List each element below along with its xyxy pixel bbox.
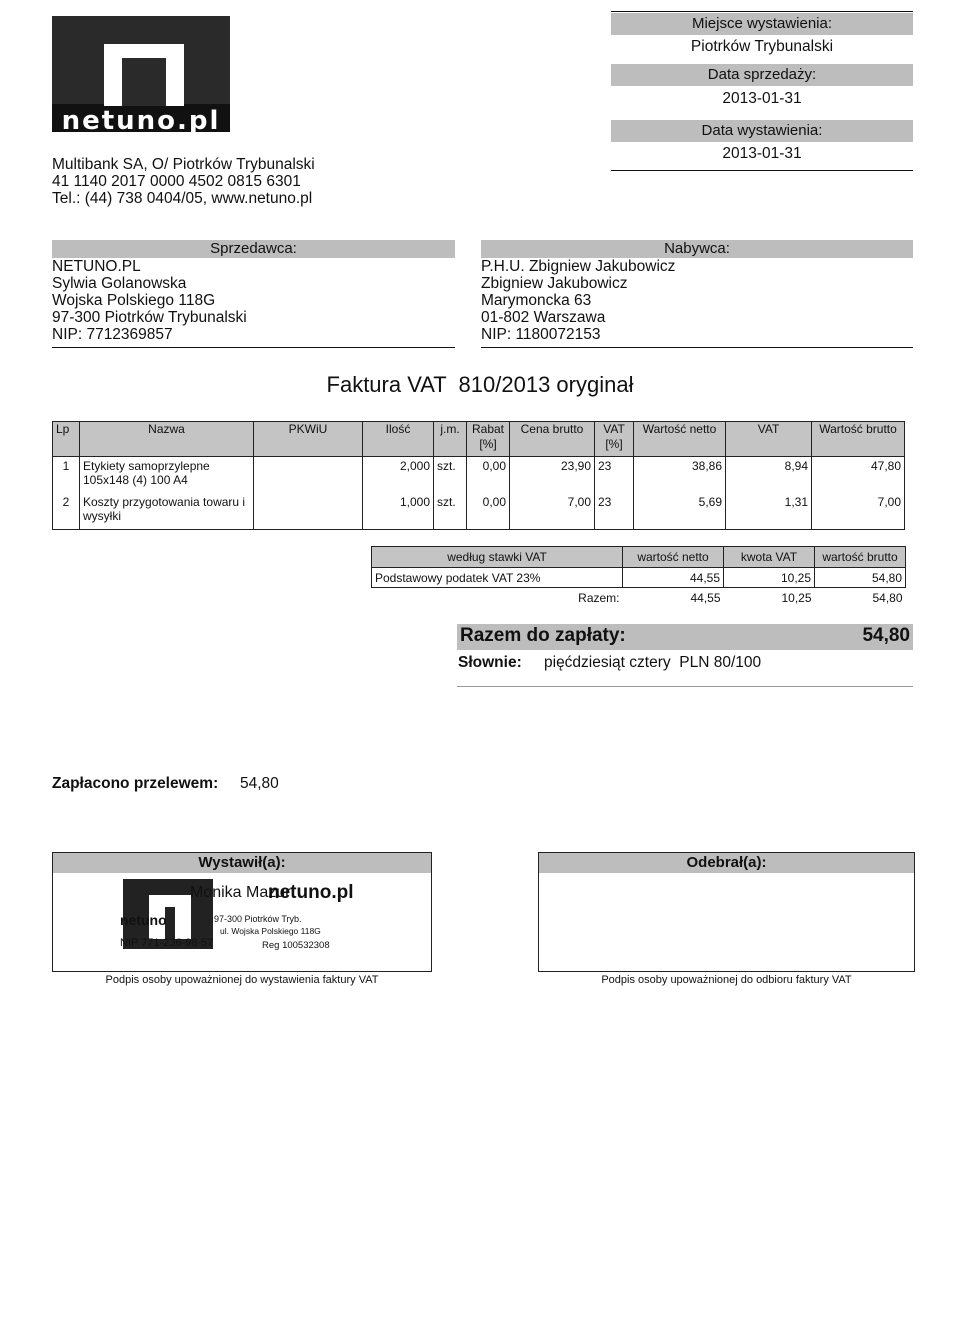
bank-account: 41 1140 2017 0000 4502 0815 6301 [52, 173, 301, 190]
cell-lp: 2 [53, 493, 80, 530]
cell-wartosc-brutto: 47,80 [812, 457, 905, 494]
to-pay-rule [457, 686, 913, 687]
col-pkwiu: PKWiU [254, 422, 363, 457]
seller-line: NETUNO.PL [52, 258, 141, 275]
sum-total-vat: 10,25 [781, 590, 812, 605]
table-row [53, 457, 905, 494]
cell-cena-brutto: 7,00 [510, 493, 595, 530]
buyer-rule [481, 347, 913, 348]
cell-ilosc: 2,000 [363, 457, 434, 494]
sum-col-netto: wartość netto [623, 547, 724, 568]
col-cena-brutto: Cena brutto [510, 422, 595, 457]
issuer-caption: Podpis osoby upoważnionej do wystawienia faktury VAT [105, 974, 379, 986]
cell-wartosc-brutto: 7,00 [812, 493, 905, 530]
place-label: Miejsce wystawienia: [611, 13, 913, 35]
col-rabat: Rabat [%] [467, 422, 510, 457]
sum-netto: 44,55 [623, 568, 724, 588]
stamp-brand: netuno.pl [268, 882, 354, 903]
sale-date-label: Data sprzedaży: [611, 64, 913, 86]
items-table [52, 421, 905, 530]
bank-line: Multibank SA, O/ Piotrków Trybunalski [52, 156, 315, 173]
col-vat-pct: VAT [%] [595, 422, 634, 457]
buyer-line: NIP: 1180072153 [481, 326, 601, 343]
stamp-address-2: ul. Wojska Polskiego 118G [220, 926, 321, 936]
place-value: Piotrków Trybunalski [690, 38, 834, 55]
seller-line: 97-300 Piotrków Trybunalski [52, 309, 247, 326]
col-ilosc: Ilość [363, 422, 434, 457]
seller-line: Wojska Polskiego 118G [52, 292, 216, 309]
seller-header [52, 240, 455, 258]
receiver-label: Odebrał(a): [539, 853, 914, 873]
buyer-block [481, 258, 675, 343]
cell-wartosc-netto: 5,69 [634, 493, 726, 530]
cell-nazwa: Etykiety samoprzylepne 105x148 (4) 100 A4 [80, 457, 254, 494]
seller-line: Sylwia Golanowska [52, 275, 187, 292]
buyer-header: Nabywca: [481, 240, 913, 258]
cell-rabat: 0,00 [467, 493, 510, 530]
sum-col-rate: według stawki VAT [372, 547, 623, 568]
issuer-name: Monika Mazur [190, 884, 291, 901]
sum-brutto: 54,80 [815, 568, 906, 588]
payment-amount: 54,80 [240, 775, 279, 792]
cell-cena-brutto: 23,90 [510, 457, 595, 494]
issue-date-value: 2013-01-31 [722, 145, 802, 162]
summary-total-row [372, 588, 906, 608]
buyer-line: 01-802 Warszawa [481, 309, 606, 326]
col-nazwa: Nazwa [80, 422, 254, 457]
sum-col-brutto: wartość brutto [815, 547, 906, 568]
sum-total-netto: 44,55 [690, 590, 721, 605]
vat-summary-table [371, 546, 906, 607]
summary-header-row [372, 547, 906, 568]
sum-total-brutto: 54,80 [872, 590, 903, 605]
col-vat: VAT [726, 422, 812, 457]
cell-wartosc-netto: 38,86 [634, 457, 726, 494]
stamp-address-1: 97-300 Piotrków Tryb. [214, 914, 302, 924]
sum-col-vat: kwota VAT [724, 547, 815, 568]
bank-info [52, 156, 315, 207]
to-pay-label: Razem do zapłaty: [460, 625, 626, 646]
seller-rule [52, 347, 455, 348]
issuer-label: Wystawił(a): [53, 853, 431, 873]
stamp-reg: Reg 100532308 [262, 940, 330, 951]
amount-words-value: pięćdziesiąt cztery PLN 80/100 [544, 654, 762, 671]
buyer-line: Marymoncka 63 [481, 292, 592, 309]
cell-ilosc: 1,000 [363, 493, 434, 530]
meta-top-rule [611, 11, 913, 12]
seller-label: Sprzedawca: [210, 240, 297, 257]
sum-total-label: Razem: [578, 590, 620, 605]
cell-rabat: 0,00 [467, 457, 510, 494]
payment-method-label: Zapłacono przelewem: [52, 775, 219, 792]
invoice-title: Faktura VAT 810/2013 oryginał [326, 372, 634, 397]
receiver-caption: Podpis osoby upoważnionej do odbioru faktury VAT [601, 974, 852, 986]
cell-pkwiu [254, 493, 363, 530]
col-jm: j.m. [434, 422, 467, 457]
issue-date-label: Data wystawienia: [611, 120, 913, 142]
items-header-row [53, 422, 905, 457]
cell-vat-pct: 23 [595, 493, 634, 530]
cell-vat: 1,31 [726, 493, 812, 530]
cell-jm: szt. [434, 493, 467, 530]
amount-words-label: Słownie: [458, 654, 522, 671]
to-pay-value: 54,80 [862, 625, 910, 646]
buyer-line: P.H.U. Zbigniew Jakubowicz [481, 258, 676, 275]
col-wartosc-brutto: Wartość brutto [812, 422, 905, 457]
col-wartosc-netto: Wartość netto [634, 422, 726, 457]
seller-line: NIP: 7712369857 [52, 326, 173, 343]
cell-jm: szt. [434, 457, 467, 494]
cell-nazwa: Koszty przygotowania towaru i wysyłki [80, 493, 254, 530]
cell-vat: 8,94 [726, 457, 812, 494]
receiver-signature-box [538, 852, 915, 986]
sum-vat: 10,25 [724, 568, 815, 588]
cell-lp: 1 [53, 457, 80, 494]
cell-pkwiu [254, 457, 363, 494]
summary-row [372, 568, 906, 588]
logo-wordmark: netuno.pl [61, 106, 221, 136]
sale-date-value: 2013-01-31 [722, 90, 802, 107]
col-lp: Lp [53, 422, 80, 457]
stamp-nip: NIP 771-236-98-57 [120, 937, 214, 949]
table-row [53, 493, 905, 530]
stamp-netuno: netuno [120, 912, 167, 928]
sum-rate: Podstawowy podatek VAT 23% [372, 568, 623, 588]
issuer-signature-box [52, 852, 432, 986]
meta-bottom-rule [611, 170, 913, 171]
bank-contact: Tel.: (44) 738 0404/05, www.netuno.pl [52, 190, 313, 207]
seller-block [52, 258, 247, 343]
cell-vat-pct: 23 [595, 457, 634, 494]
buyer-line: Zbigniew Jakubowicz [481, 275, 628, 292]
